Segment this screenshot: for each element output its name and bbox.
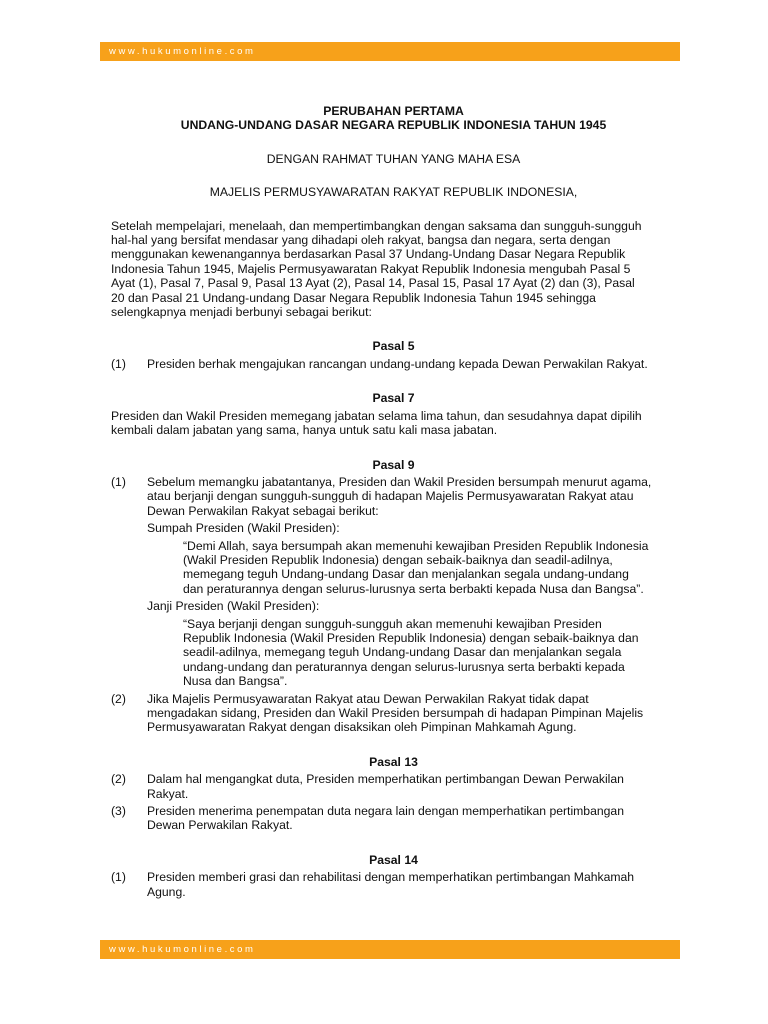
preamble-line: menggunakan kewenangannya berdasarkan Pasal 37 Undang-Undang Dasar Negara Republik xyxy=(111,247,626,262)
oath-line: seadil-adilnya, memegang teguh Undang-undang Dasar dan menjalankan segala xyxy=(183,645,622,660)
ayat-number: (1) xyxy=(111,870,126,885)
preamble xyxy=(111,219,676,320)
pasal-7-text xyxy=(111,409,676,438)
doc-title-1: PERUBAHAN PERTAMA xyxy=(323,104,464,118)
preamble-line: selengkapnya menjadi berbunyi sebagai berikut: xyxy=(111,305,372,320)
pasal-13-ayat-3 xyxy=(111,804,676,833)
ayat-line: Permusyawaratan Rakyat dengan disaksikan oleh Pimpinan Mahkamah Agung. xyxy=(147,720,577,735)
oath-line: “Saya berjanji dengan sungguh-sungguh akan memenuhi kewajiban Presiden xyxy=(183,616,602,631)
preamble-line: Ayat (1), Pasal 7, Pasal 9, Pasal 13 Ayat (2), Pasal 14, Pasal 15, Pasal 17 Ayat (2) dan (3), Pasal xyxy=(111,276,635,291)
ayat-line: mengadakan sidang, Presiden dan Wakil Presiden bersumpah di hadapan Pimpinan Majelis xyxy=(147,706,644,720)
oath-line: “Demi Allah, saya bersumpah akan memenuhi kewajiban Presiden Republik Indonesia xyxy=(183,538,649,553)
ayat-line: Agung. xyxy=(147,884,186,899)
janji-text xyxy=(147,617,676,689)
ayat-line: Sebelum memangku jabatantanya, Presiden dan Wakil Presiden bersumpah menurut agama, xyxy=(147,474,652,489)
ayat-number: (1) xyxy=(111,474,126,489)
preamble-line: Indonesia Tahun 1945, Majelis Permusyawaratan Rakyat Republik Indonesia mengubah Pasal 5 xyxy=(111,261,631,276)
footer-site-link[interactable]: www.hukumonline.com xyxy=(109,944,256,955)
header-bar xyxy=(100,42,680,61)
pasal-line: kembali dalam jabatan yang sama, hanya untuk satu kali masa jabatan. xyxy=(111,423,498,438)
majelis-line: MAJELIS PERMUSYAWARATAN RAKYAT REPUBLIK INDONESIA, xyxy=(209,185,578,200)
janji-label: Janji Presiden (Wakil Presiden): xyxy=(147,599,320,614)
preamble-line: Setelah mempelajari, menelaah, dan mempertimbangkan dengan saksama dan sungguh-sungguh xyxy=(111,218,642,233)
pasal-5-heading: Pasal 5 xyxy=(372,339,415,354)
oath-line: dan peraturannya dengan selurus-lurusnya serta berbakti kepada Nusa dan Bangsa”. xyxy=(183,581,644,596)
sumpah-text xyxy=(147,539,676,597)
pasal-13-ayat-2 xyxy=(111,772,676,801)
ayat-number: (3) xyxy=(111,804,126,819)
oath-line: Republik Indonesia (Wakil Presiden Republik Indonesia) dengan sebaik-baiknya dan xyxy=(183,630,639,645)
pasal-5-ayat-1 xyxy=(111,357,676,371)
ayat-line: Rakyat. xyxy=(147,786,189,801)
ayat-number: (2) xyxy=(111,691,126,706)
pasal-14-ayat-1 xyxy=(111,870,676,899)
document-body xyxy=(111,104,676,899)
oath-line: undang-undang dan peraturannya dengan selurus-lurusnya serta berbakti kepada xyxy=(183,659,625,674)
ayat-line: Presiden menerima penempatan duta negara lain dengan memperhatikan pertimbangan xyxy=(147,804,624,819)
footer-bar xyxy=(100,940,680,959)
ayat-line: Dalam hal mengangkat duta, Presiden memperhatikan pertimbangan Dewan Perwakilan xyxy=(147,772,624,787)
pasal-14-heading: Pasal 14 xyxy=(369,852,418,867)
pasal-9-ayat-1 xyxy=(111,475,676,689)
ayat-line: Presiden berhak mengajukan rancangan undang-undang kepada Dewan Perwakilan Rakyat. xyxy=(147,356,648,371)
rahmat-line: DENGAN RAHMAT TUHAN YANG MAHA ESA xyxy=(266,151,521,166)
ayat-number: (2) xyxy=(111,772,126,787)
oath-line: memegang teguh Undang-undang Dasar dan menjalankan segala undang-undang xyxy=(183,567,629,582)
doc-title-2: UNDANG-UNDANG DASAR NEGARA REPUBLIK INDONESIA TAHUN 1945 xyxy=(180,118,607,133)
preamble-line: 20 dan Pasal 21 Undang-undang Dasar Negara Republik Indonesia Tahun 1945 sehingga xyxy=(111,290,596,305)
header-site-link[interactable]: www.hukumonline.com xyxy=(109,46,256,57)
ayat-number: (1) xyxy=(111,356,126,371)
preamble-line: hal-hal yang bersifat mendasar yang dihadapi oleh rakyat, bangsa dan negara, serta dengan xyxy=(111,233,611,248)
ayat-line: Dewan Perwakilan Rakyat. xyxy=(147,818,293,833)
ayat-line: atau berjanji dengan sungguh-sungguh di hadapan Majelis Permusyawaratan Rakyat atau xyxy=(147,489,634,504)
pasal-7-heading: Pasal 7 xyxy=(372,391,415,406)
pasal-9-ayat-2 xyxy=(111,692,676,735)
oath-line: Nusa dan Bangsa”. xyxy=(183,674,288,689)
oath-line: (Wakil Presiden Republik Indonesia) dengan sebaik-baiknya dan seadil-adilnya, xyxy=(183,552,613,567)
ayat-line: Jika Majelis Permusyawaratan Rakyat atau Dewan Perwakilan Rakyat tidak dapat xyxy=(147,691,589,706)
sumpah-label: Sumpah Presiden (Wakil Presiden): xyxy=(147,521,340,536)
pasal-line: Presiden dan Wakil Presiden memegang jabatan selama lima tahun, dan sesudahnya dapat dipilih xyxy=(111,408,642,423)
pasal-9-heading: Pasal 9 xyxy=(372,457,415,472)
ayat-line: Presiden memberi grasi dan rehabilitasi dengan memperhatikan pertimbangan Mahkamah xyxy=(147,870,635,885)
ayat-line: Dewan Perwakilan Rakyat sebagai berikut: xyxy=(147,503,379,518)
pasal-13-heading: Pasal 13 xyxy=(369,754,418,769)
